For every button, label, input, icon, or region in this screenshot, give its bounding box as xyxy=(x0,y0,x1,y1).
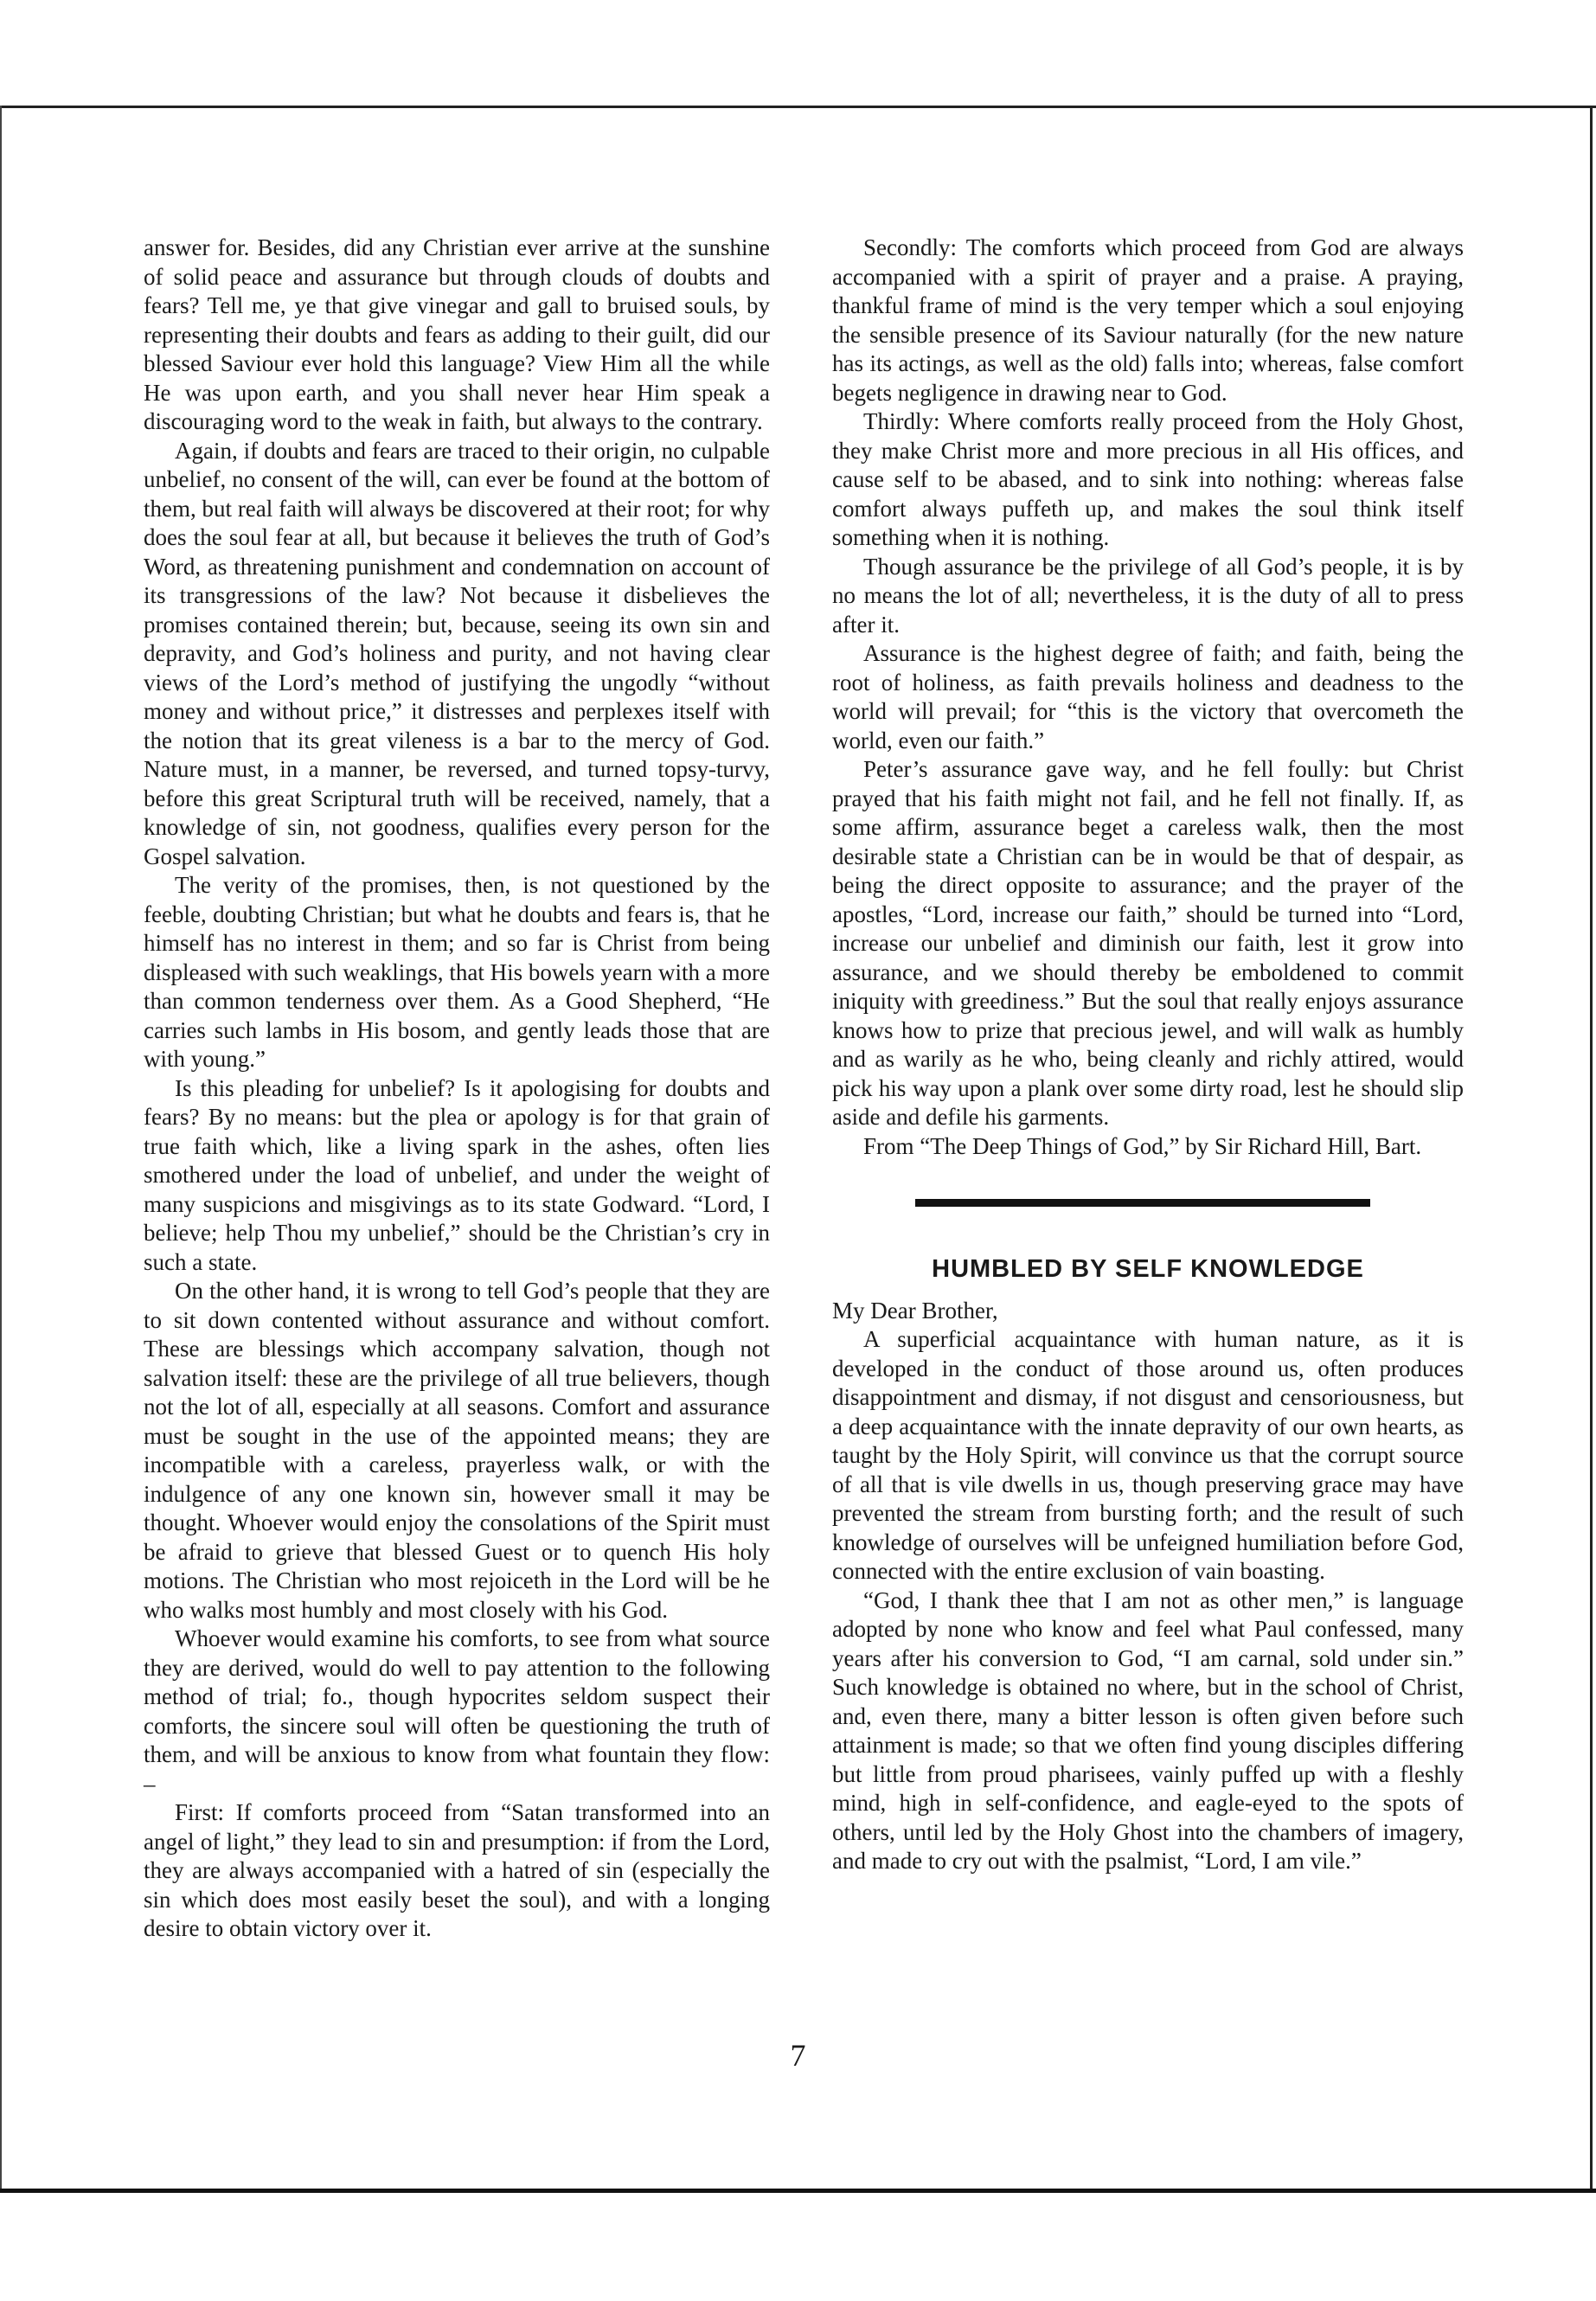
right-column xyxy=(832,234,1464,1876)
paragraph: Assurance is the highest degree of faith; and faith, being the root of holiness, as faith prevails holiness and deadness to the world will prevail; for “this is the victory that overcometh the world, even our faith.” xyxy=(832,640,1464,753)
paragraph: Is this pleading for unbelief? Is it apologising for doubts and fears? By no means: but the plea or apology is for that grain of true faith which, like a living spark in the ashes, often lies smothered under the load of unbelief, and under the weight of many suspicions and misgivings as to its state Godward. “Lord, I believe; help Thou my unbelief,” should be the Christian’s cry in such a state. xyxy=(144,1074,770,1275)
paragraph: A superficial acquaintance with human nature, as it is developed in the conduct of those around us, often produces disappointment and dismay, if not disgust and censoriousness, but a deep acquaintance with the innate depravity of our own hearts, as taught by the Holy Spirit, will convince us that the corrupt source of all that is vile dwells in us, though preserving grace may have prevented the stream from bursting forth; and the result of such knowledge of ourselves will be unfeigned humiliation before God, connected with the entire exclusion of vain boasting. xyxy=(832,1326,1464,1584)
paragraph: Peter’s assurance gave way, and he fell foully: but Christ prayed that his faith might not fail, and he fell not finally. If, as some affirm, assurance beget a careless walk, then the most desirable state a Christian can be in would be that of despair, as being the direct opposite to assurance; and the prayer of the apostles, “Lord, increase our faith,” should be turned into “Lord, increase our unbelief and diminish our faith, lest it grow into assurance, and we should thereby be emboldened to commit iniquity with greediness.” But the soul that really enjoys assurance knows how to prize that precious jewel, and will walk as humbly and as warily as he who, being cleanly and richly attired, would pick his way upon a plank over some dirty road, lest he should slip aside and defile his garments. xyxy=(832,756,1464,1130)
paragraph: Secondly: The comforts which proceed from God are always accompanied with a spirit of prayer and a praise. A praying, thankful frame of mind is the very temper which a soul enjoying the sensible presence of its Saviour naturally (for the new nature has its actings, as well as the old) falls into; whereas, false comfort begets negligence in drawing near to God. xyxy=(832,234,1464,406)
salutation: My Dear Brother, xyxy=(832,1297,998,1324)
paragraph: The verity of the promises, then, is not questioned by the feeble, doubting Christian; but what he doubts and fears is, that he himself has no interest in them; and so far is Christ from being displeased with such weaklings, that His bowels yearn with a more than common tenderness over them. As a Good Shepherd, “He carries such lambs in His bosom, and gently leads those that are with young.” xyxy=(144,872,770,1072)
page-border-left xyxy=(0,106,2,2190)
page-border-bottom xyxy=(0,2189,1596,2193)
paragraph: Thirdly: Where comforts really proceed from the Holy Ghost, they make Christ more and more precious in all His offices, and cause self to be abased, and to sink into nothing: whereas false comfort always puffeth up, and makes the soul think itself something when it is nothing. xyxy=(832,408,1464,550)
paragraph: answer for. Besides, did any Christian ever arrive at the sunshine of solid peace and assurance but through clouds of doubts and fears? Tell me, ye that give vinegar and gall to bruised souls, by representing their doubts and fears as adding to their guilt, did our blessed Saviour ever hold this language? View Him all the while He was upon earth, and you shall never hear Him speak a discouraging word to the weak in faith, but always to the contrary. xyxy=(144,234,770,434)
page-number: 7 xyxy=(790,2038,806,2073)
section-divider xyxy=(915,1199,1370,1207)
page-border-top xyxy=(0,106,1596,108)
left-column xyxy=(144,234,770,1944)
article-heading: HUMBLED BY SELF KNOWLEDGE xyxy=(932,1255,1364,1283)
paragraph: First: If comforts proceed from “Satan transformed into an angel of light,” they lead to sin and presumption: if from the Lord, they are always accompanied with a hatred of sin (especially the sin which does most easily beset the soul), and with a longing desire to obtain victory over it. xyxy=(144,1799,770,1941)
page-border-right xyxy=(1590,106,1593,2190)
paragraph: On the other hand, it is wrong to tell God’s people that they are to sit down contented without assurance and without comfort. These are blessings which accompany salvation, though not salvation itself: these are the privilege of all true believers, though not the lot of all, especially at all seasons. Comfort and assurance must be sought in the use of the appointed means; they are incompatible with a careless, prayerless walk, or with the indulgence of any one known sin, however small it may be thought. Whoever would enjoy the consolations of the Spirit must be afraid to grieve that blessed Guest or to quench His holy motions. The Christian who most rejoiceth in the Lord will be he who walks most humbly and most closely with his God. xyxy=(144,1278,770,1623)
source-citation: From “The Deep Things of God,” by Sir Richard Hill, Bart. xyxy=(863,1132,1422,1159)
paragraph: “God, I thank thee that I am not as other men,” is language adopted by none who know and feel what Paul confessed, many years after his conversion to God, “I am carnal, sold under sin.” Such knowledge is obtained no where, but in the school of Christ, and, even there, many a bitter lesson is often given before such attainment is made; so that we often find young disciples differing but little from proud pharisees, vainly puffed up with a fleshly mind, high in self-confidence, and eagle-eyed to the spots of others, until led by the Holy Ghost into the chambers of imagery, and made to cry out with the psalmist, “Lord, I am vile.” xyxy=(832,1586,1464,1874)
paragraph: Whoever would examine his comforts, to see from what source they are derived, would do well to pay attention to the following method of trial; fo., though hypocrites seldom suspect their comforts, the sincere soul will often be questioning the truth of them, and will be anxious to know from what fountain they flow: – xyxy=(144,1625,770,1797)
paragraph: Though assurance be the privilege of all God’s people, it is by no means the lot of all; nevertheless, it is the duty of all to press after it. xyxy=(832,553,1464,638)
paragraph: Again, if doubts and fears are traced to their origin, no culpable unbelief, no consent of the will, can ever be found at the bottom of them, but real faith will always be discovered at their root; for why does the soul fear at all, but because it believes the truth of God’s Word, as threatening punishment and condemnation on account of its transgressions of the law? Not because it disbelieves the promises contained therein; but, because, seeing its own sin and depravity, and God’s holiness and purity, and not having clear views of the Lord’s method of justifying the ungodly “without money and without price,” it distresses and perplexes itself with the notion that its great vileness is a bar to the mercy of God. Nature must, in a manner, be reversed, and turned topsy-turvy, before this great Scriptural truth will be received, namely, that a knowledge of sin, not goodness, qualifies every person for the Gospel salvation. xyxy=(144,437,770,869)
